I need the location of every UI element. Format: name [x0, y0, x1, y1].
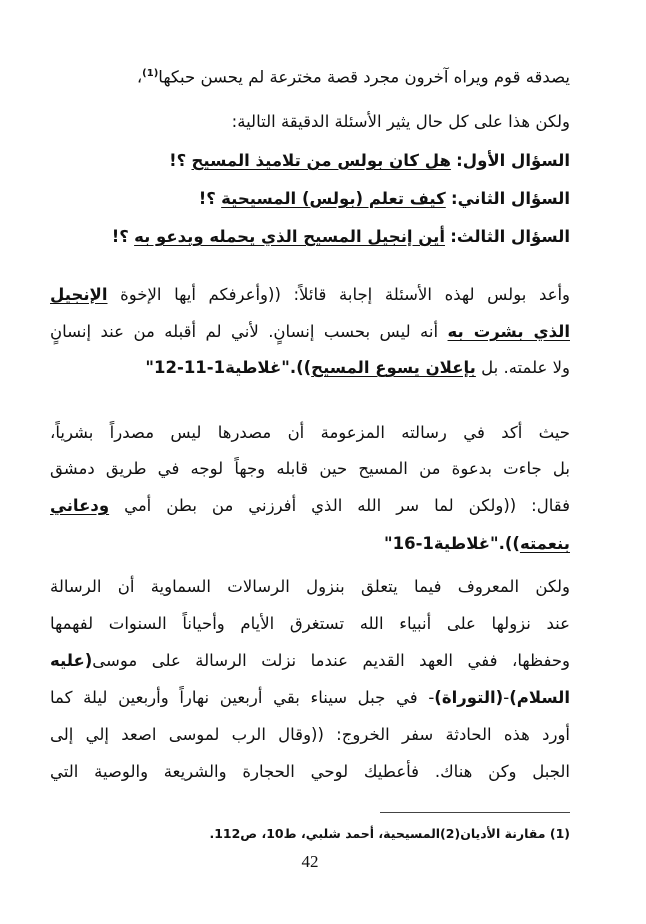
text-line: وأعد بولس لهذه الأسئلة إجابة قائلاً: ((وأعرفكم أيها الإخوة الإنجيل: [50, 285, 571, 304]
footnote-marker[interactable]: (1): [142, 68, 159, 79]
text-line: بنعمته))."غلاطية1-16": [383, 534, 570, 553]
text-line: وحفظها، ففي العهد القديم عندما نزلت الرسالة على موسى(عليه: [50, 651, 570, 670]
text-line: ولكن المعروف فيما يتعلق بنزول الرسالات السماوية أن الرسالة: [50, 577, 570, 596]
text-line: عند نزولها على أنبياء الله تستغرق الأيام وأحياناً السنوات لفهمها: [50, 614, 570, 633]
text-line: ولكن هذا على كل حال يثير الأسئلة الدقيقة التالية:: [231, 112, 570, 131]
page-number: 42: [301, 852, 319, 871]
text-line: بل جاءت بدعوة من المسيح حين قابله وجهاً لوجه في طريق دمشق: [50, 459, 570, 478]
text-line: يصدقه قوم ويراه آخرون مجرد قصة مخترعة لم يحسن حبكها$^{(1)}$،: [136, 67, 570, 87]
text-line: السلام)-(التوراة)- في جبل سيناء بقي أربعين نهاراً وأربعين ليلة كما: [50, 688, 570, 707]
text-line: أورد هذه الحادثة سفر الخروج: ((وقال الرب لموسى اصعد إلي إلى: [50, 725, 570, 744]
footnote-divider: [380, 812, 570, 813]
text-line: الجبل وكن هناك. فأعطيك لوحي الحجارة والشريعة والوصية التي: [50, 762, 570, 781]
footnote: (1) مقارنة الأديان(2)المسيحية، أحمد شلبي، ط10، ص112.: [209, 826, 570, 841]
text-line: ولا علمته. بل بإعلان يسوع المسيح))."غلاطية1-11-12": [145, 358, 570, 377]
text-line: الذي بشرت به أنه ليس بحسب إنسانٍ. لأني لم أقبله من عند إنسانٍ: [50, 322, 570, 341]
text-line: فقال: ((ولكن لما سر الله الذي أفرزني من بطن أمي ودعاني: [50, 496, 570, 515]
question-1: السؤال الأول: هل كان بولس من تلاميذ المسيح ؟!: [169, 151, 570, 170]
text-line: حيث أكد في رسالته المزعومة أن مصدرها ليس مصدراً بشرياً،: [50, 423, 570, 442]
question-3: السؤال الثالث: أين إنجيل المسيح الذي يحمله ويدعو به ؟!: [111, 227, 570, 246]
document-page: [50, 0, 570, 924]
question-2: السؤال الثاني: كيف تعلم (بولس) المسيحية ؟!: [198, 189, 570, 208]
